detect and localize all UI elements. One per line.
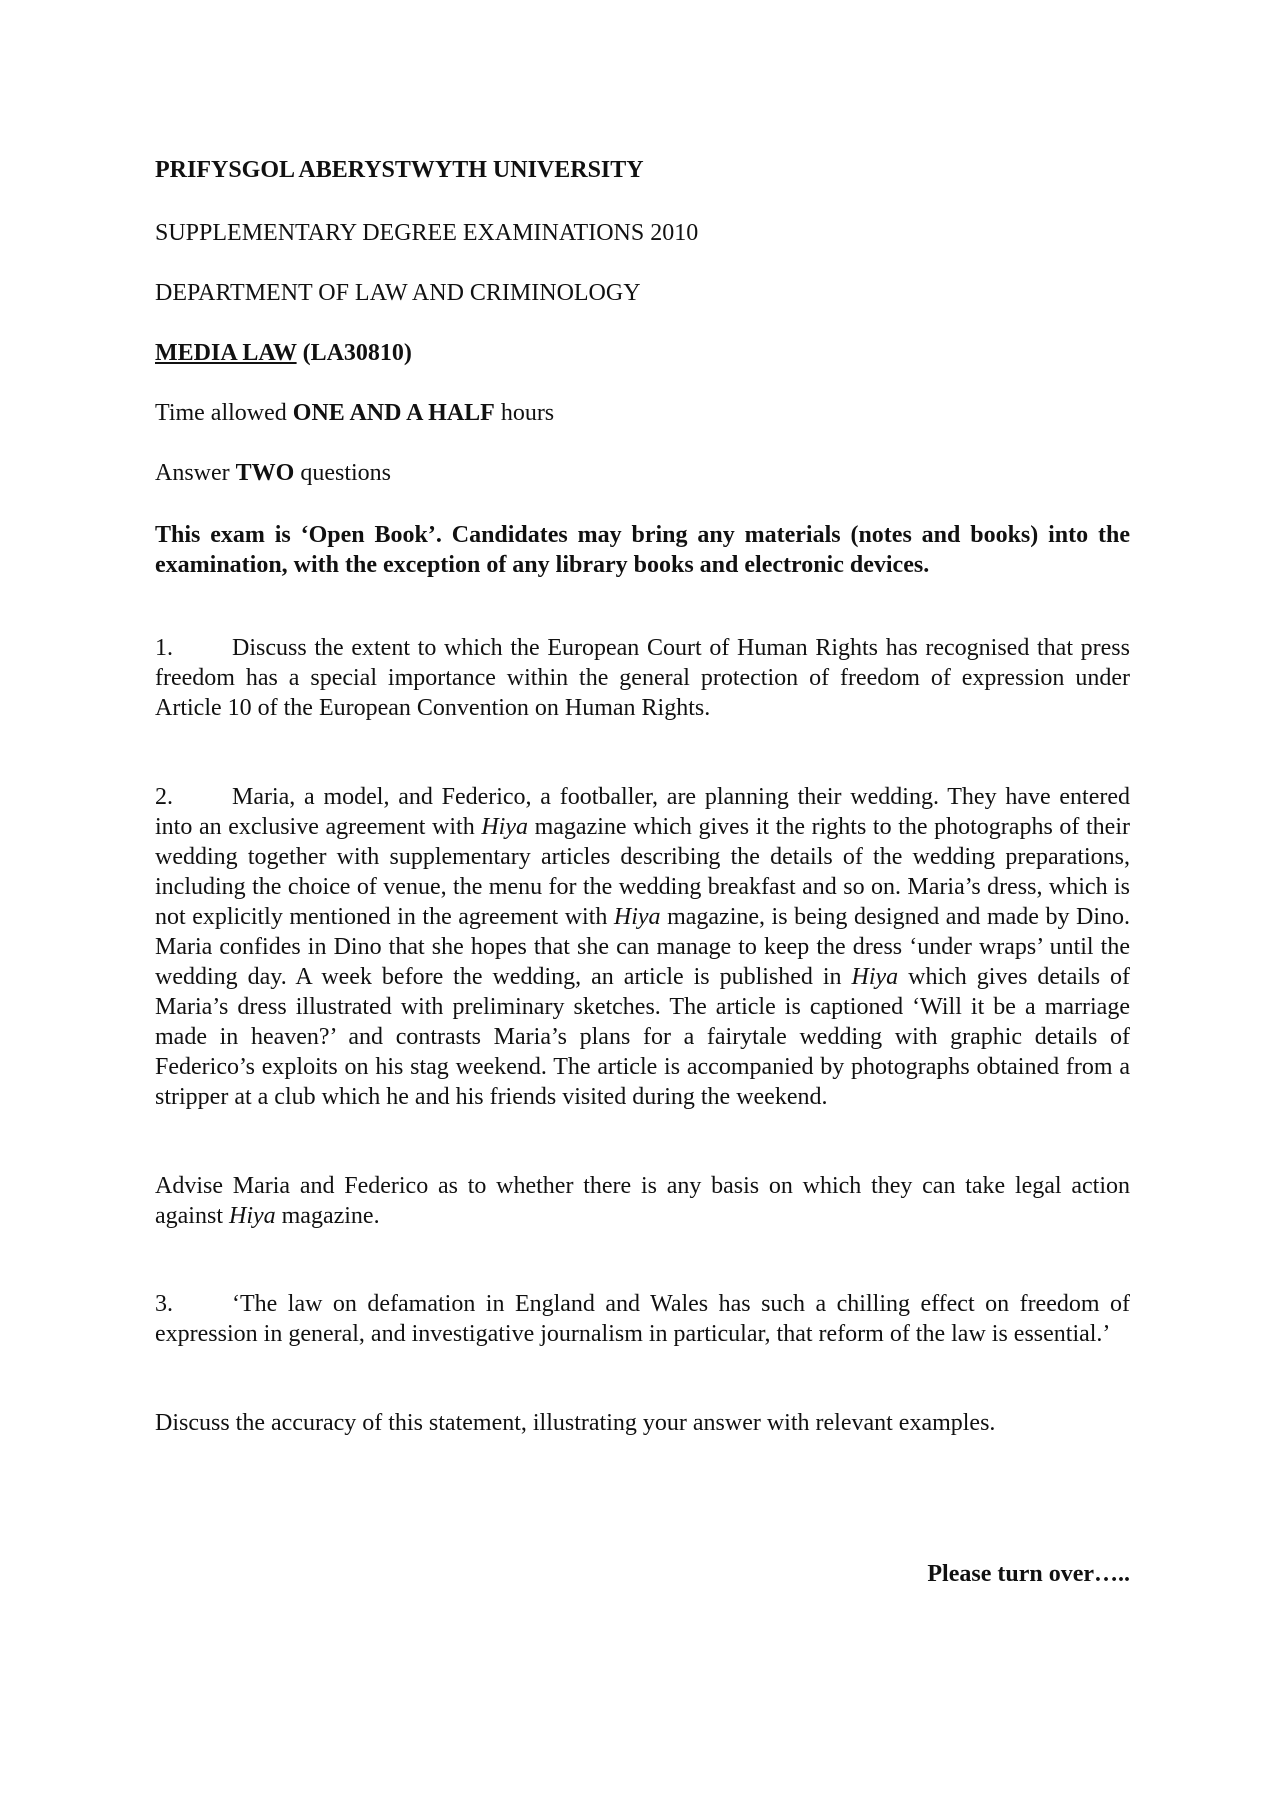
- time-value: ONE AND A HALF: [292, 400, 495, 426]
- question-3-number: 3.: [155, 1291, 173, 1317]
- answer-value: TWO: [235, 460, 295, 486]
- exam-session: SUPPLEMENTARY DEGREE EXAMINATIONS 2010: [155, 220, 699, 246]
- question-2-task-b: magazine.: [275, 1203, 380, 1229]
- question-3-task: Discuss the accuracy of this statement, illustrating your answer with relevant examples.: [155, 1410, 996, 1436]
- turn-over-note: Please turn over…..: [927, 1561, 1130, 1587]
- question-3-text: ‘The law on defamation in England and Wales has such a chilling effect on freedom of expression in general, and investigative journalism in particular, that reform of the law is essential.’: [155, 1291, 1130, 1347]
- question-2-text-b: magazine which gives it the rights to the photographs of their wedding together with supplementary articles describing the details of the wedding preparations, including the choice of venue, the menu for the wedding breakfast and so on. Maria’s dress, which is not explicitly mentioned in the agreement with: [155, 814, 1130, 930]
- magazine-name: Hiya: [228, 1203, 276, 1229]
- question-2-text-c: magazine, is being designed and made by Dino. Maria confides in Dino that she hopes that she can manage to keep the dress ‘under wraps’ until the wedding day. A week before the wedding, an article is published in: [155, 904, 1130, 990]
- module-code: (LA30810): [302, 340, 412, 366]
- question-2-number: 2.: [155, 784, 173, 810]
- answer-prefix: Answer: [155, 460, 236, 486]
- magazine-name: Hiya: [613, 904, 661, 930]
- module-heading: [155, 338, 412, 368]
- question-2-scenario: [155, 782, 1130, 1112]
- question-2-task-a: Advise Maria and Federico as to whether there is any basis on which they can take legal action against: [155, 1173, 1130, 1229]
- magazine-name: Hiya: [851, 964, 899, 990]
- time-allowed: [155, 398, 554, 428]
- time-suffix: hours: [494, 400, 555, 426]
- question-1: [155, 633, 1130, 723]
- open-book-notice: This exam is ‘Open Book’. Candidates may bring any materials (notes and books) into the examination, with the exception of any library books and electronic devices.: [155, 522, 1130, 578]
- time-prefix: Time allowed: [155, 400, 293, 426]
- question-2-text-a: Maria, a model, and Federico, a footballer, are planning their wedding. They have entered into an exclusive agreement with: [155, 784, 1130, 840]
- magazine-name: Hiya: [481, 814, 528, 840]
- department-name: DEPARTMENT OF LAW AND CRIMINOLOGY: [155, 280, 641, 306]
- question-3: [155, 1289, 1130, 1349]
- question-2-text-d: which gives details of Maria’s dress illustrated with preliminary sketches. The article is captioned ‘Will it be a marriage made in heaven?’ and contrasts Maria’s plans for a fairytale wedding with graphic details of Federico’s exploits on his stag weekend. The article is accompanied by photographs obtained from a stripper at a club which he and his friends visited during the weekend.: [155, 964, 1131, 1110]
- question-1-number: 1.: [155, 635, 173, 661]
- question-2-task: [155, 1171, 1130, 1231]
- answer-suffix: questions: [294, 460, 392, 486]
- university-name: PRIFYSGOL ABERYSTWYTH UNIVERSITY: [155, 157, 644, 183]
- answer-count: [155, 458, 391, 488]
- module-title: MEDIA LAW: [155, 340, 297, 366]
- question-1-text: Discuss the extent to which the European Court of Human Rights has recognised that press freedom has a special importance within the general protection of freedom of expression under Article 10 of the European Convention on Human Rights.: [155, 635, 1130, 721]
